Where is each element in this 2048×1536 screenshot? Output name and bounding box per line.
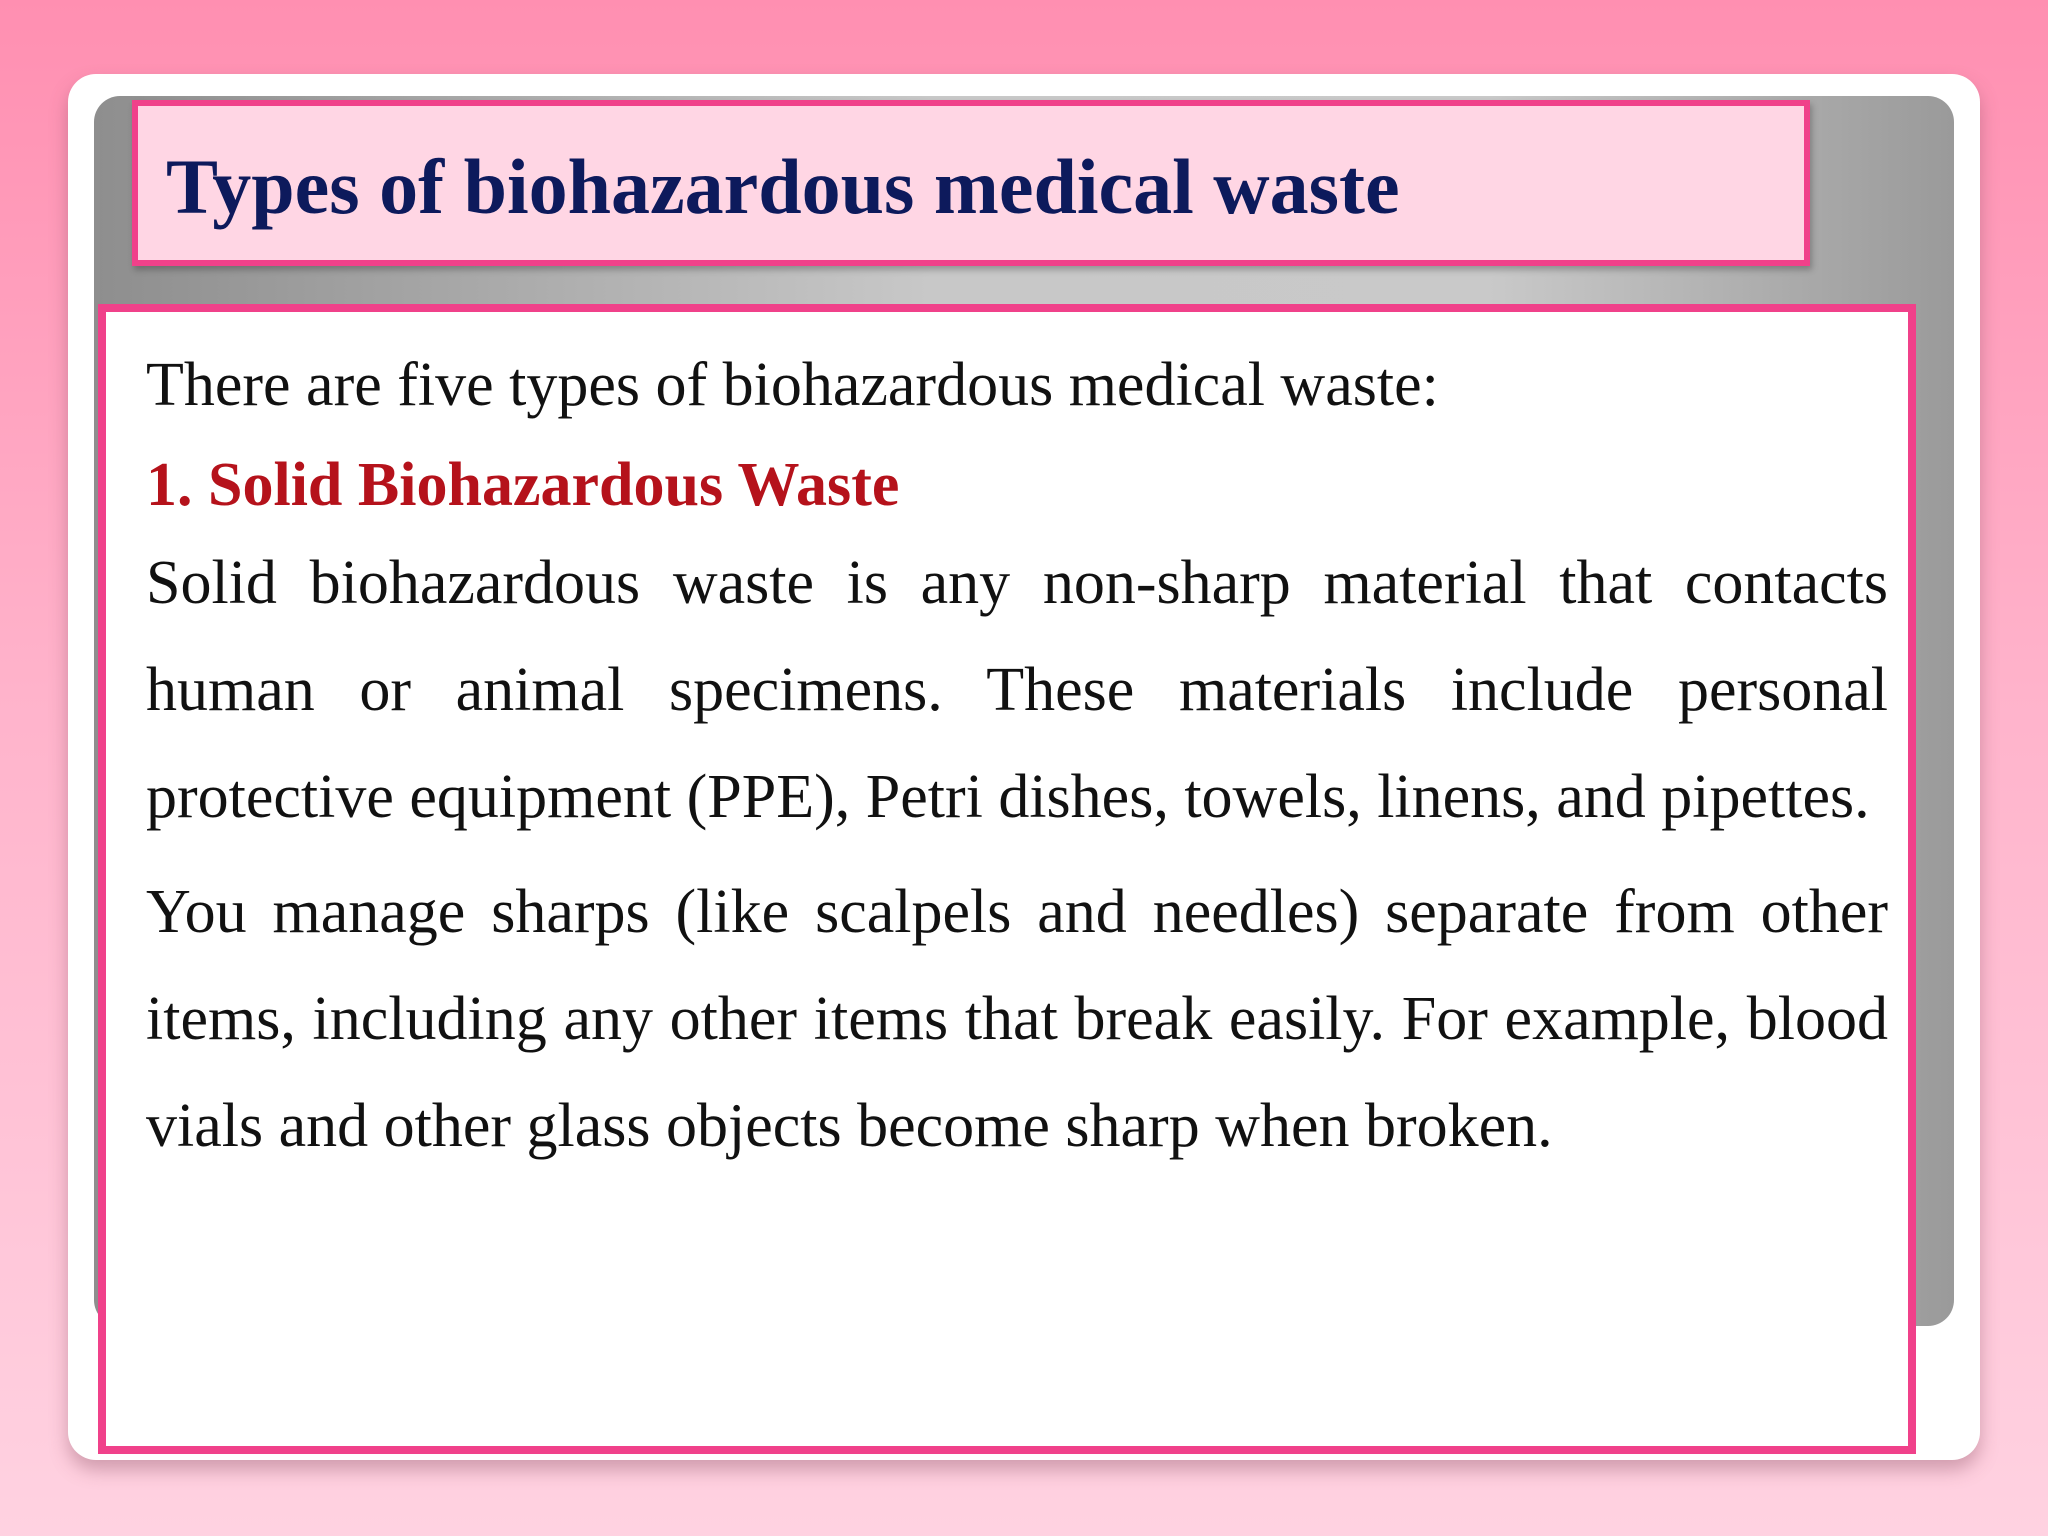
- paragraph-solid-waste: Solid biohazardous waste is any non-sharp material that contacts human or animal specimens. These materials include personal protective equipment (PPE), Petri dishes, towels, linens, and pipettes.: [146, 549, 1888, 831]
- title-box: [132, 100, 1810, 266]
- intro-text: There are five types of biohazardous medical waste:: [146, 351, 1439, 419]
- section-heading: 1. Solid Biohazardous Waste: [146, 451, 900, 519]
- paragraph-sharps: You manage sharps (like scalpels and needles) separate from other items, including any other items that break easily. For example, blood vials and other glass objects become sharp when broken.: [146, 878, 1888, 1160]
- slide-title: Types of biohazardous medical waste: [166, 143, 1400, 230]
- content-body: [146, 351, 1888, 1180]
- content-box: [98, 304, 1916, 1454]
